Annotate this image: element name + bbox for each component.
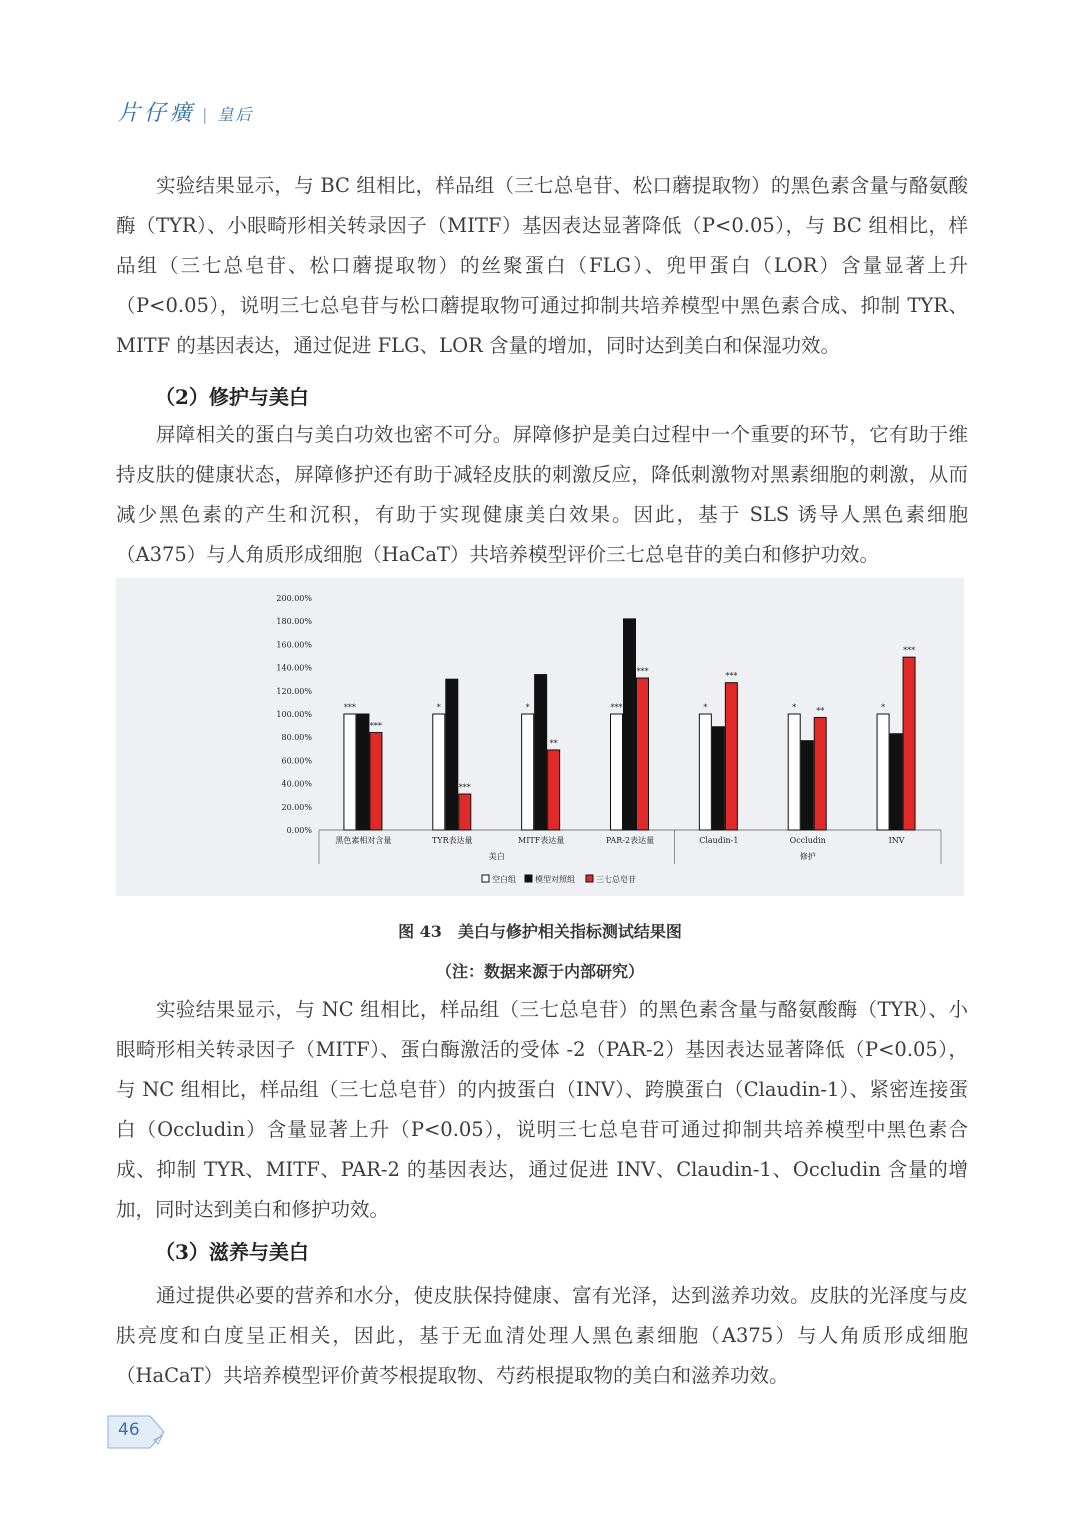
y-tick-label: 200.00% — [276, 594, 312, 603]
figure-note: （注：数据来源于内部研究） — [435, 962, 644, 981]
y-tick-label: 20.00% — [281, 802, 312, 812]
y-tick-label: 180.00% — [276, 617, 312, 627]
bar-1-1 — [446, 679, 458, 830]
bar-series — [344, 619, 915, 830]
y-tick-label: 80.00% — [281, 733, 312, 743]
significance-label: * — [792, 703, 797, 712]
bar-2-5 — [814, 717, 826, 830]
bar-2-0 — [370, 733, 382, 830]
x-tick-label: Occludin — [789, 836, 826, 845]
legend-swatch — [525, 875, 532, 882]
bar-0-5 — [788, 714, 800, 830]
x-tick-label: MITF表达量 — [518, 836, 565, 845]
paragraph-3 — [116, 990, 968, 1230]
brand-logo — [118, 96, 253, 127]
x-group-label: 修护 — [799, 852, 816, 861]
bar-chart-panel — [116, 578, 964, 896]
x-tick-label: PAR-2表达量 — [605, 836, 655, 845]
chart-legend — [482, 874, 636, 884]
bar-2-2 — [548, 750, 560, 830]
paragraph-2-text: 屏障相关的蛋白与美白功效也密不可分。屏障修护是美白过程中一个重要的环节，它有助于维持皮肤的健康状态，屏障修护还有助于减轻皮肤的刺激反应，降低刺激物对黑素细胞的刺激，从而减少黑色素的产生和沉积，有助于实现健康美白效果。因此，基于 SLS 诱导人黑色素细胞（A375）与人角质形成细胞（HaCaT）共培养模型评价三七总皂苷的美白和修护功效。 — [116, 423, 968, 566]
significance-label: *** — [610, 703, 623, 712]
significance-label: ** — [549, 738, 558, 748]
bar-0-0 — [344, 714, 356, 830]
legend-label: 三七总皂苷 — [596, 875, 636, 884]
page-number-badge — [106, 1412, 168, 1452]
bar-2-4 — [725, 683, 737, 830]
significance-label: *** — [458, 783, 471, 793]
bar-1-5 — [801, 741, 813, 830]
bar-0-1 — [433, 714, 445, 830]
x-tick-label: INV — [888, 836, 905, 845]
brand-left: 片仔癀 — [118, 101, 197, 126]
y-tick-label: 120.00% — [276, 686, 312, 696]
page-number: 46 — [118, 1420, 140, 1440]
significance-label: *** — [725, 671, 738, 681]
bar-2-6 — [903, 657, 915, 830]
bar-chart — [116, 578, 964, 896]
significance-label: *** — [903, 646, 916, 656]
y-tick-label: 0.00% — [286, 826, 312, 835]
paragraph-1-text: 实验结果显示，与 BC 组相比，样品组（三七总皂苷、松口蘑提取物）的黑色素含量与酪氨酸酶（TYR）、小眼畸形相关转录因子（MITF）基因表达显著降低（P<0.05），与 BC 组相比，样品组（三七总皂苷、松口蘑提取物）的丝聚蛋白（FLG）、兜甲蛋白（LOR）含量显著上升（P<0.05），说明三七总皂苷与松口蘑提取物可通过抑制共培养模型中黑色素合成、抑制 TYR、MITF 的基因表达，通过促进 FLG、LOR 含量的增加，同时达到美白和保湿功效。 — [116, 174, 968, 357]
section-heading-2: （2）修护与美白 — [155, 385, 309, 409]
paragraph-2 — [116, 415, 968, 575]
bar-1-3 — [624, 619, 636, 830]
significance-label: *** — [636, 667, 649, 677]
significance-label: * — [525, 703, 530, 712]
bar-0-4 — [699, 714, 711, 830]
bar-0-6 — [877, 714, 889, 830]
paragraph-1 — [116, 166, 968, 366]
paragraph-4-text: 通过提供必要的营养和水分，使皮肤保持健康、富有光泽，达到滋养功效。皮肤的光泽度与皮肤亮度和白度呈正相关，因此，基于无血清处理人黑色素细胞（A375）与人角质形成细胞（HaCaT）共培养模型评价黄芩根提取物、芍药根提取物的美白和滋养功效。 — [116, 1284, 968, 1387]
significance-label: ** — [816, 706, 825, 716]
x-tick-label: 黑色素相对含量 — [335, 836, 392, 845]
brand-separator: | — [202, 105, 212, 124]
y-tick-label: 40.00% — [281, 779, 312, 789]
bar-0-2 — [522, 714, 534, 830]
y-tick-label: 140.00% — [276, 663, 312, 673]
bar-1-4 — [712, 727, 724, 830]
y-tick-label: 100.00% — [276, 710, 312, 719]
significance-label: * — [436, 703, 441, 712]
paragraph-3-text: 实验结果显示，与 NC 组相比，样品组（三七总皂苷）的黑色素含量与酪氨酸酶（TYR）、小眼畸形相关转录因子（MITF）、蛋白酶激活的受体 -2（PAR-2）基因表达显著降低（P<0.05），与 NC 组相比，样品组（三七总皂苷）的内披蛋白（INV）、跨膜蛋白（Claudin-1）、紧密连接蛋白（Occludin）含量显著上升（P<0.05），说明三七总皂苷可通过抑制共培养模型中黑色素合成、抑制 TYR、MITF、PAR-2 的基因表达，通过促进 INV、Claudin-1、Occludin 含量的增加，同时达到美白和修护功效。 — [116, 998, 968, 1221]
legend-swatch — [586, 875, 593, 882]
legend-label: 空白组 — [492, 875, 516, 884]
section-heading-3: （3）滋养与美白 — [155, 1240, 309, 1264]
brand-right: 皇后 — [217, 105, 254, 124]
significance-label: *** — [343, 703, 356, 712]
significance-label: * — [881, 703, 886, 712]
x-group-label: 美白 — [488, 852, 505, 861]
x-tick-label: TYR表达量 — [431, 836, 473, 845]
paragraph-4 — [116, 1276, 968, 1396]
figure-caption: 图 43 美白与修护相关指标测试结果图 — [398, 922, 682, 941]
x-axis — [319, 830, 941, 864]
significance-label: * — [703, 703, 708, 712]
bar-2-3 — [637, 678, 649, 830]
significance-label: *** — [369, 721, 382, 731]
bar-1-2 — [535, 675, 547, 830]
bar-2-1 — [459, 794, 471, 830]
y-tick-label: 60.00% — [281, 756, 312, 766]
x-tick-label: Claudin-1 — [699, 836, 739, 845]
legend-label: 模型对照组 — [535, 875, 575, 884]
bar-0-3 — [611, 714, 623, 830]
bar-1-0 — [357, 714, 369, 830]
bar-1-6 — [890, 734, 902, 830]
y-tick-label: 160.00% — [276, 640, 312, 650]
legend-swatch — [482, 875, 489, 882]
